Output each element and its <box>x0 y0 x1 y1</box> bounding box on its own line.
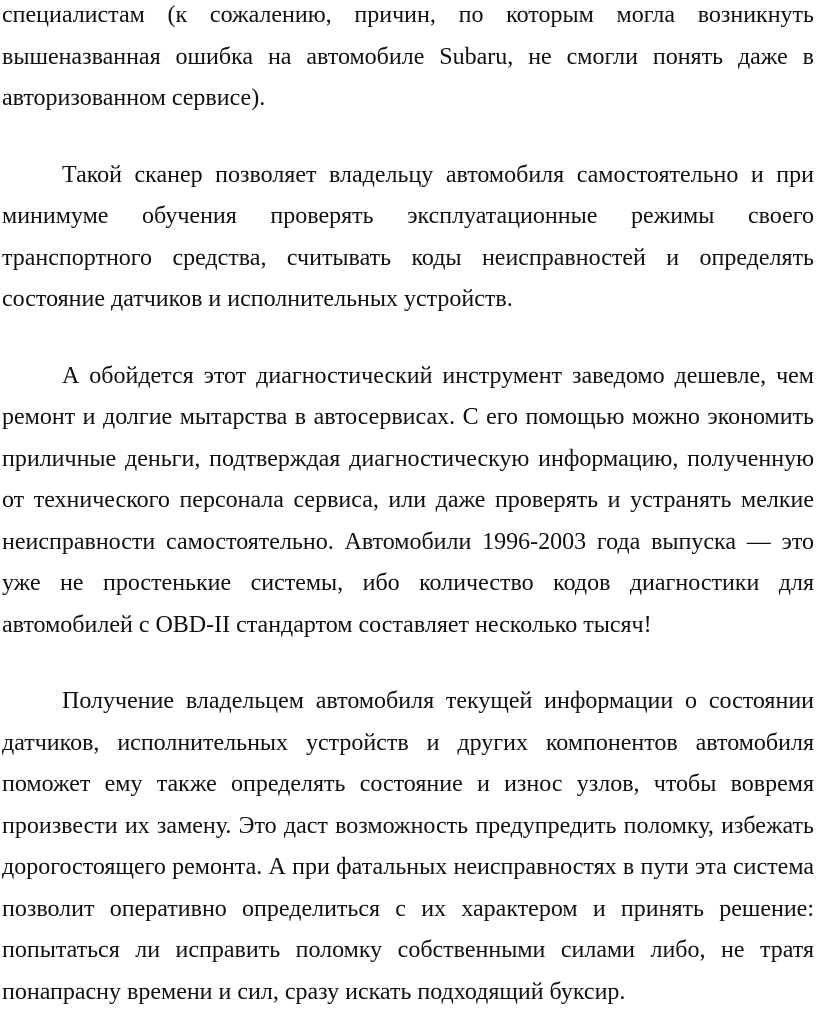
paragraph-continuation: специалистам (к сожалению, причин, по которым могла возникнуть вышеназванная ошибка на автомобиле Subaru, не смогли понять даже в авторизованном сервисе). <box>2 2 814 111</box>
paragraph-scanner: Такой сканер позволяет владельцу автомобиля самостоятельно и при минимуме обучения проверять эксплуатационные режимы своего транспортного средства, считывать коды неисправностей и определять состояние датчиков и исполнительных устройств. <box>2 161 814 312</box>
paragraph-cost: А обойдется этот диагностический инструмент заведомо дешевле, чем ремонт и долгие мытарства в автосервисах. С его помощью можно экономить приличные деньги, подтверждая диагностическую информацию, полученную от технического персонала сервиса, или даже проверять и устранять мелкие неисправности самостоятельно. Автомобили 1996-2003 года выпуска — это уже не простенькие системы, ибо количество кодов диагностики для автомобилей с OBD-II стандартом составляет несколько тысяч! <box>2 362 814 638</box>
paragraph-owner-info: Получение владельцем автомобиля текущей информации о состоянии датчиков, исполнительных устройств и других компонентов автомобиля поможет ему также определять состояние и износ узлов, чтобы вовремя произвести их замену. Это даст возможность предупредить поломку, избежать дорогостоящего ремонта. А при фатальных неисправностях в пути эта система позволит оперативно определиться с их характером и принять решение: попытаться ли исправить поломку собственными силами либо, не тратя понапрасну времени и сил, сразу искать подходящий буксир. <box>2 688 814 1005</box>
